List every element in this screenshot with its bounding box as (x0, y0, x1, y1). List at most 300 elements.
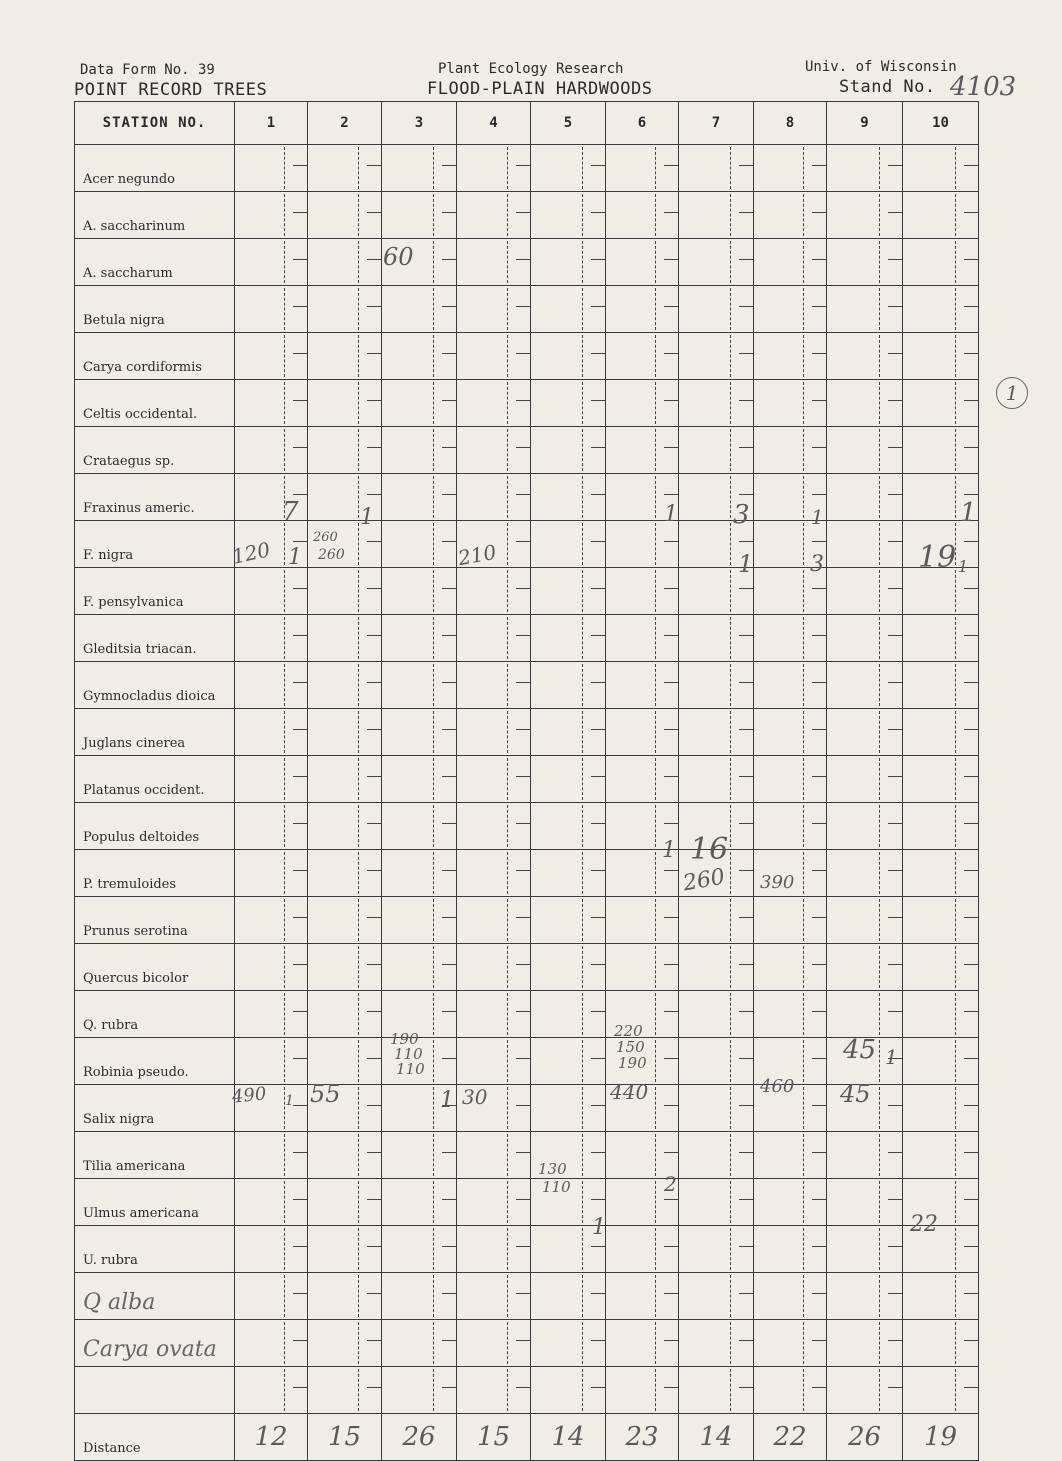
station-cell[interactable] (679, 1273, 754, 1320)
station-cell[interactable] (457, 568, 531, 615)
form-title: POINT RECORD TREES (74, 80, 268, 100)
station-cell[interactable] (606, 1226, 679, 1273)
hw-entry: 490 (230, 1083, 268, 1108)
station-cell[interactable] (606, 897, 679, 944)
station-cell[interactable] (235, 568, 308, 615)
station-cell[interactable] (754, 944, 827, 991)
station-cell[interactable] (308, 1320, 382, 1367)
station-cell[interactable] (382, 568, 457, 615)
station-number: 3 (382, 102, 457, 145)
station-cell[interactable] (531, 1273, 606, 1320)
station-cell[interactable] (457, 1320, 531, 1367)
station-cell[interactable] (531, 991, 606, 1038)
station-cell[interactable] (606, 944, 679, 991)
station-cell[interactable] (531, 1038, 606, 1085)
station-cell[interactable] (235, 709, 308, 756)
station-cell[interactable] (679, 239, 754, 286)
station-cell[interactable] (827, 991, 903, 1038)
station-cell[interactable] (827, 286, 903, 333)
species-name: Prunus serotina (75, 897, 235, 944)
station-cell[interactable] (382, 944, 457, 991)
station-cell[interactable] (308, 709, 382, 756)
species-row (75, 662, 979, 709)
station-cell[interactable] (531, 1320, 606, 1367)
station-cell[interactable] (606, 286, 679, 333)
station-cell[interactable] (308, 239, 382, 286)
distance-cell[interactable] (754, 1414, 827, 1461)
distance-value: 14 (551, 1422, 585, 1452)
station-cell[interactable] (903, 850, 979, 897)
station-cell[interactable] (827, 568, 903, 615)
station-cell[interactable] (754, 897, 827, 944)
station-cell[interactable] (903, 333, 979, 380)
station-cell[interactable] (531, 709, 606, 756)
station-cell[interactable] (679, 1085, 754, 1132)
station-cell[interactable] (903, 1320, 979, 1367)
station-cell[interactable] (754, 427, 827, 474)
station-cell[interactable] (531, 850, 606, 897)
station-cell[interactable] (903, 662, 979, 709)
species-row (75, 897, 979, 944)
station-cell[interactable] (382, 756, 457, 803)
station-cell[interactable] (827, 1367, 903, 1414)
station-number: 4 (457, 102, 531, 145)
form-number: Data Form No. 39 (80, 62, 215, 78)
station-cell[interactable] (903, 192, 979, 239)
distance-value: 26 (847, 1422, 882, 1452)
station-cell[interactable] (531, 662, 606, 709)
station-cell[interactable] (235, 944, 308, 991)
hw-entry: 45 (840, 1080, 871, 1108)
station-cell[interactable] (235, 803, 308, 850)
station-cell[interactable] (754, 1132, 827, 1179)
distance-value: 26 (402, 1422, 436, 1452)
station-cell[interactable] (903, 1038, 979, 1085)
station-cell[interactable] (235, 1367, 308, 1414)
station-cell[interactable] (903, 615, 979, 662)
station-label: STATION NO. (75, 102, 235, 145)
species-name: Gleditsia triacan. (75, 615, 235, 662)
station-cell[interactable] (382, 333, 457, 380)
station-cell[interactable] (382, 709, 457, 756)
station-number: 9 (827, 102, 903, 145)
station-cell[interactable] (308, 756, 382, 803)
university: Univ. of Wisconsin (805, 59, 957, 75)
species-name: Crataegus sp. (75, 427, 235, 474)
station-cell[interactable] (235, 145, 308, 192)
station-cell[interactable] (531, 474, 606, 521)
species-row (75, 239, 979, 286)
station-cell[interactable] (308, 615, 382, 662)
station-cell[interactable] (382, 521, 457, 568)
species-row (75, 615, 979, 662)
station-number: 1 (235, 102, 308, 145)
station-cell[interactable] (903, 944, 979, 991)
station-number: 5 (531, 102, 606, 145)
distance-cell[interactable] (531, 1414, 606, 1461)
station-cell[interactable] (457, 239, 531, 286)
species-name: Gymnocladus dioica (75, 662, 235, 709)
station-cell[interactable] (827, 897, 903, 944)
station-cell[interactable] (679, 1226, 754, 1273)
station-cell[interactable] (679, 756, 754, 803)
station-cell[interactable] (827, 1226, 903, 1273)
hw-entry: 1 (285, 1093, 294, 1109)
station-cell[interactable] (531, 521, 606, 568)
station-cell[interactable] (382, 803, 457, 850)
hw-entry: 1 (662, 838, 676, 863)
station-cell[interactable] (457, 1132, 531, 1179)
station-cell[interactable] (308, 333, 382, 380)
station-cell[interactable] (308, 192, 382, 239)
station-cell[interactable] (827, 756, 903, 803)
station-cell[interactable] (308, 286, 382, 333)
station-cell[interactable] (235, 286, 308, 333)
station-cell[interactable] (382, 1320, 457, 1367)
station-cell[interactable] (827, 1179, 903, 1226)
station-cell[interactable] (235, 850, 308, 897)
station-cell[interactable] (679, 1320, 754, 1367)
station-cell[interactable] (308, 897, 382, 944)
station-cell[interactable] (457, 709, 531, 756)
station-cell[interactable] (903, 145, 979, 192)
station-cell[interactable] (754, 803, 827, 850)
species-row (75, 1273, 979, 1320)
station-cell[interactable] (903, 1367, 979, 1414)
hw-entry: 1 (288, 545, 302, 570)
station-cell[interactable] (308, 380, 382, 427)
station-cell[interactable] (827, 145, 903, 192)
station-cell[interactable] (457, 1226, 531, 1273)
station-cell[interactable] (754, 286, 827, 333)
hw-entry: 1 (811, 505, 824, 529)
station-cell[interactable] (827, 333, 903, 380)
station-cell[interactable] (457, 991, 531, 1038)
distance-cell[interactable] (827, 1414, 903, 1461)
species-name: Betula nigra (75, 286, 235, 333)
species-name: Populus deltoides (75, 803, 235, 850)
species-name: Carya cordiformis (75, 333, 235, 380)
species-row (75, 427, 979, 474)
station-cell[interactable] (903, 380, 979, 427)
station-cell[interactable] (308, 1132, 382, 1179)
hw-entry: 150 (616, 1038, 645, 1056)
distance-cell[interactable] (308, 1414, 382, 1461)
station-cell[interactable] (903, 427, 979, 474)
station-cell[interactable] (827, 521, 903, 568)
station-cell[interactable] (457, 286, 531, 333)
distance-cell[interactable] (457, 1414, 531, 1461)
station-cell[interactable] (606, 1273, 679, 1320)
species-name: Platanus occident. (75, 756, 235, 803)
station-cell[interactable] (382, 1132, 457, 1179)
hw-entry: 2 (664, 1172, 677, 1196)
station-cell[interactable] (308, 1179, 382, 1226)
station-cell[interactable] (235, 1320, 308, 1367)
station-cell[interactable] (679, 1367, 754, 1414)
hw-entry: 22 (910, 1212, 938, 1237)
station-cell[interactable] (606, 1320, 679, 1367)
hw-entry: 1 (958, 557, 969, 576)
station-cell[interactable] (754, 615, 827, 662)
station-cell[interactable] (457, 1179, 531, 1226)
station-cell[interactable] (457, 615, 531, 662)
station-cell[interactable] (903, 286, 979, 333)
station-cell[interactable] (531, 427, 606, 474)
station-cell[interactable] (531, 615, 606, 662)
station-cell[interactable] (679, 709, 754, 756)
station-cell[interactable] (679, 333, 754, 380)
station-cell[interactable] (308, 568, 382, 615)
station-cell[interactable] (235, 756, 308, 803)
station-cell[interactable] (754, 192, 827, 239)
station-cell[interactable] (457, 1038, 531, 1085)
station-cell[interactable] (235, 192, 308, 239)
hw-entry: 190 (390, 1030, 419, 1048)
station-cell[interactable] (235, 380, 308, 427)
station-cell[interactable] (754, 145, 827, 192)
station-cell[interactable] (754, 1226, 827, 1273)
species-name: Carya ovata (75, 1320, 235, 1367)
species-name: Quercus bicolor (75, 944, 235, 991)
station-cell[interactable] (754, 709, 827, 756)
station-cell[interactable] (754, 1320, 827, 1367)
station-cell[interactable] (531, 803, 606, 850)
station-cell[interactable] (754, 239, 827, 286)
distance-cell[interactable] (382, 1414, 457, 1461)
station-cell[interactable] (235, 333, 308, 380)
station-cell[interactable] (606, 333, 679, 380)
distance-cell[interactable] (235, 1414, 308, 1461)
species-name: Juglans cinerea (75, 709, 235, 756)
distance-value: 23 (625, 1422, 659, 1452)
station-cell[interactable] (754, 991, 827, 1038)
station-cell[interactable] (903, 756, 979, 803)
species-name: Acer negundo (75, 145, 235, 192)
station-cell[interactable] (531, 192, 606, 239)
station-cell[interactable] (827, 1320, 903, 1367)
station-cell[interactable] (531, 145, 606, 192)
station-cell[interactable] (531, 1367, 606, 1414)
station-cell[interactable] (457, 897, 531, 944)
station-cell[interactable] (679, 944, 754, 991)
station-cell[interactable] (308, 1038, 382, 1085)
station-number: 2 (308, 102, 382, 145)
station-cell[interactable] (457, 662, 531, 709)
station-cell[interactable] (903, 239, 979, 286)
station-cell[interactable] (903, 991, 979, 1038)
station-cell[interactable] (531, 286, 606, 333)
hw-entry: 210 (456, 539, 498, 571)
station-cell[interactable] (308, 944, 382, 991)
station-cell[interactable] (679, 1179, 754, 1226)
station-cell[interactable] (754, 380, 827, 427)
station-cell[interactable] (606, 145, 679, 192)
station-cell[interactable] (457, 145, 531, 192)
hw-entry: 110 (394, 1045, 423, 1063)
station-cell[interactable] (235, 1132, 308, 1179)
station-cell[interactable] (679, 286, 754, 333)
station-cell[interactable] (679, 1132, 754, 1179)
station-cell[interactable] (679, 991, 754, 1038)
station-cell[interactable] (382, 286, 457, 333)
station-cell[interactable] (754, 333, 827, 380)
station-cell[interactable] (827, 803, 903, 850)
station-cell[interactable] (457, 333, 531, 380)
station-cell[interactable] (903, 1132, 979, 1179)
station-cell[interactable] (235, 897, 308, 944)
station-cell[interactable] (235, 1273, 308, 1320)
station-cell[interactable] (606, 192, 679, 239)
station-cell[interactable] (679, 145, 754, 192)
station-cell[interactable] (531, 380, 606, 427)
station-cell[interactable] (827, 709, 903, 756)
station-cell[interactable] (235, 662, 308, 709)
hw-entry: 60 (383, 243, 414, 271)
station-cell[interactable] (903, 1273, 979, 1320)
station-cell[interactable] (531, 1085, 606, 1132)
station-cell[interactable] (457, 192, 531, 239)
station-cell[interactable] (679, 897, 754, 944)
station-cell[interactable] (827, 474, 903, 521)
station-cell[interactable] (679, 427, 754, 474)
station-cell[interactable] (531, 756, 606, 803)
station-cell[interactable] (827, 1132, 903, 1179)
station-header-row (75, 102, 979, 145)
station-cell[interactable] (235, 991, 308, 1038)
station-cell[interactable] (827, 239, 903, 286)
station-cell[interactable] (606, 427, 679, 474)
station-cell[interactable] (382, 897, 457, 944)
distance-cell[interactable] (606, 1414, 679, 1461)
station-cell[interactable] (457, 1367, 531, 1414)
station-cell[interactable] (235, 615, 308, 662)
species-row (75, 568, 979, 615)
station-cell[interactable] (827, 380, 903, 427)
station-cell[interactable] (606, 1367, 679, 1414)
distance-cell[interactable] (679, 1414, 754, 1461)
station-cell[interactable] (827, 850, 903, 897)
station-cell[interactable] (308, 803, 382, 850)
organization: Plant Ecology Research (438, 61, 624, 77)
station-cell[interactable] (606, 615, 679, 662)
species-name: Fraxinus americ. (75, 474, 235, 521)
station-cell[interactable] (606, 662, 679, 709)
station-cell[interactable] (827, 615, 903, 662)
station-cell[interactable] (382, 1367, 457, 1414)
station-cell[interactable] (308, 1226, 382, 1273)
station-cell[interactable] (754, 1367, 827, 1414)
station-cell[interactable] (235, 1038, 308, 1085)
station-cell[interactable] (457, 756, 531, 803)
station-cell[interactable] (382, 427, 457, 474)
station-cell[interactable] (382, 615, 457, 662)
station-cell[interactable] (903, 1085, 979, 1132)
station-cell[interactable] (679, 192, 754, 239)
station-cell[interactable] (235, 427, 308, 474)
species-row (75, 145, 979, 192)
station-cell[interactable] (679, 662, 754, 709)
station-cell[interactable] (235, 1179, 308, 1226)
station-cell[interactable] (679, 380, 754, 427)
station-cell[interactable] (235, 1226, 308, 1273)
distance-row (75, 1414, 979, 1461)
station-cell[interactable] (531, 568, 606, 615)
station-cell[interactable] (457, 803, 531, 850)
distance-cell[interactable] (903, 1414, 979, 1461)
hw-entry: 45 (843, 1035, 877, 1065)
station-cell[interactable] (308, 145, 382, 192)
station-cell[interactable] (531, 897, 606, 944)
station-cell[interactable] (606, 568, 679, 615)
station-cell[interactable] (827, 944, 903, 991)
station-cell[interactable] (308, 1367, 382, 1414)
station-cell[interactable] (531, 239, 606, 286)
station-cell[interactable] (382, 850, 457, 897)
station-cell[interactable] (457, 1273, 531, 1320)
station-cell[interactable] (308, 427, 382, 474)
station-cell[interactable] (308, 1273, 382, 1320)
station-cell[interactable] (308, 850, 382, 897)
station-cell[interactable] (754, 756, 827, 803)
station-cell[interactable] (382, 1179, 457, 1226)
species-name: Tilia americana (75, 1132, 235, 1179)
station-cell[interactable] (903, 897, 979, 944)
station-cell[interactable] (308, 662, 382, 709)
station-cell[interactable] (754, 1273, 827, 1320)
station-cell[interactable] (382, 380, 457, 427)
species-name: A. saccharinum (75, 192, 235, 239)
station-cell[interactable] (903, 709, 979, 756)
station-cell[interactable] (754, 1179, 827, 1226)
station-cell[interactable] (606, 521, 679, 568)
circled-mark: 1 (996, 377, 1028, 409)
species-name (75, 1367, 235, 1414)
station-cell[interactable] (531, 944, 606, 991)
station-cell[interactable] (679, 615, 754, 662)
station-cell[interactable] (382, 1273, 457, 1320)
station-cell[interactable] (308, 991, 382, 1038)
station-cell[interactable] (457, 944, 531, 991)
station-cell[interactable] (606, 709, 679, 756)
station-cell[interactable] (606, 380, 679, 427)
station-cell[interactable] (827, 1273, 903, 1320)
station-cell[interactable] (382, 474, 457, 521)
hw-entry: 460 (760, 1076, 795, 1097)
station-cell[interactable] (754, 662, 827, 709)
station-cell[interactable] (827, 662, 903, 709)
station-cell[interactable] (531, 333, 606, 380)
station-cell[interactable] (606, 756, 679, 803)
station-cell[interactable] (235, 239, 308, 286)
station-cell[interactable] (827, 427, 903, 474)
station-cell[interactable] (457, 427, 531, 474)
station-cell[interactable] (457, 474, 531, 521)
station-cell[interactable] (382, 192, 457, 239)
station-cell[interactable] (457, 850, 531, 897)
station-cell[interactable] (827, 192, 903, 239)
station-cell[interactable] (382, 1226, 457, 1273)
species-row (75, 286, 979, 333)
station-cell[interactable] (679, 1038, 754, 1085)
station-cell[interactable] (382, 662, 457, 709)
station-cell[interactable] (457, 380, 531, 427)
station-cell[interactable] (606, 239, 679, 286)
station-cell[interactable] (382, 145, 457, 192)
station-number: 8 (754, 102, 827, 145)
station-cell[interactable] (903, 803, 979, 850)
hw-entry: 19 (918, 540, 957, 575)
